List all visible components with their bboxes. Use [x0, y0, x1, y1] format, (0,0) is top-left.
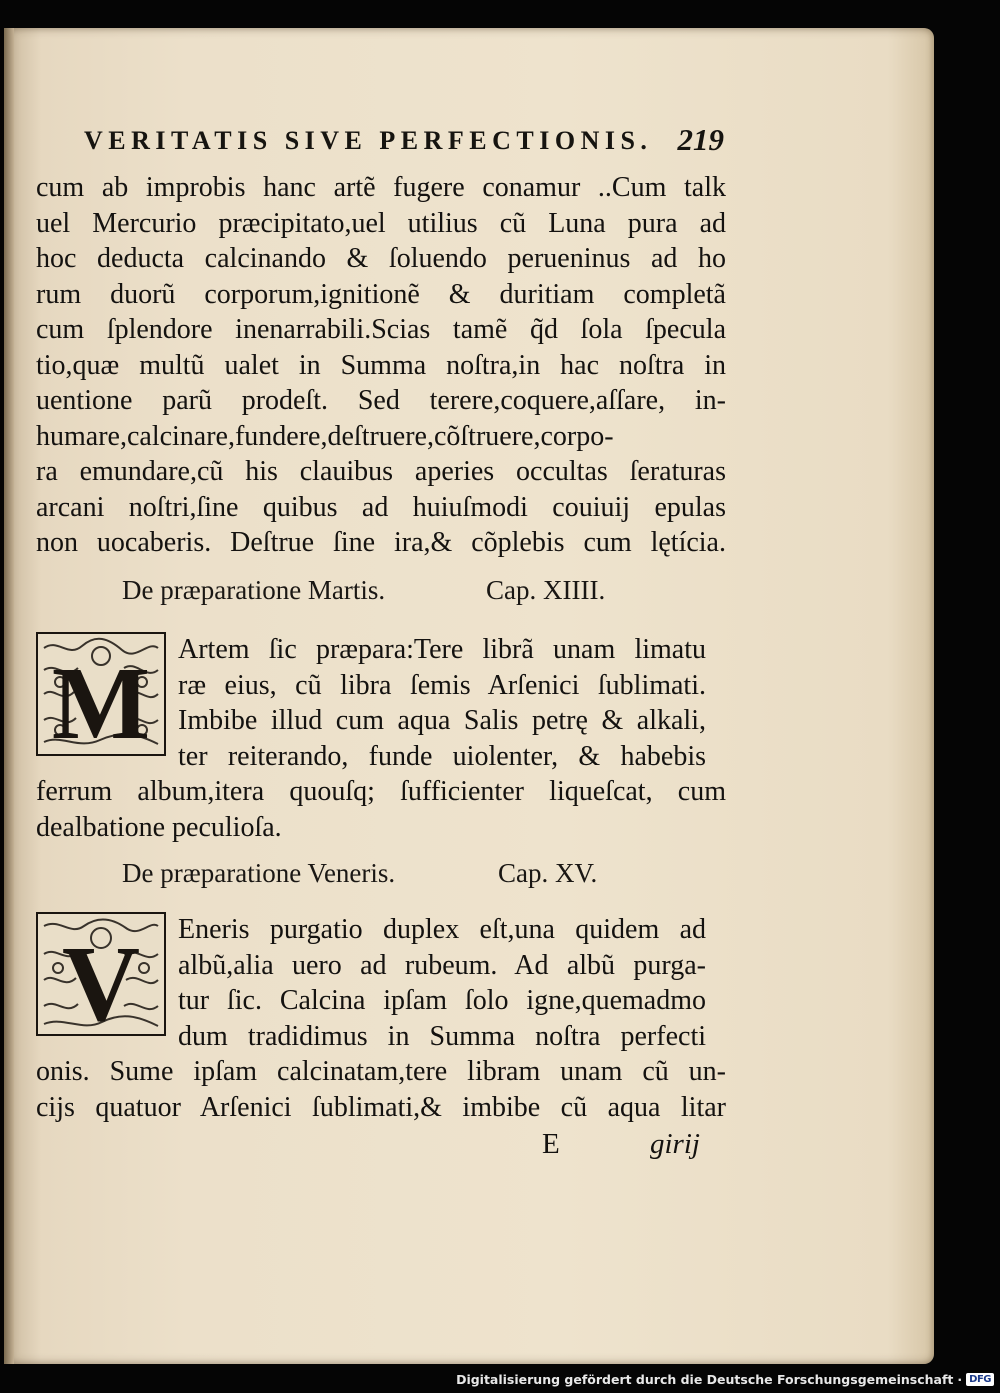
chapter-heading-martis — [122, 575, 682, 611]
text-line: Imbibe illud cum aqua Salis petrę & alkali, — [178, 705, 706, 736]
text-line: ter reiterando, funde uiolenter, & habebis — [178, 740, 706, 772]
text-line: tio,quæ multũ ualet in Summa noſtra,in hac noſtra in — [36, 349, 726, 381]
text-line: albũ,alia uero ad rubeum. Ad albũ purga- — [178, 949, 706, 981]
initial-letter: V — [62, 925, 140, 1034]
digitization-footer — [456, 1368, 994, 1390]
text-line: non uocaberis. Deſtrue ſine ira,& cõplebis cum lętícia. — [36, 527, 726, 558]
text-line: uel Mercurio præcipitato,uel utilius cũ Luna pura ad — [36, 207, 726, 239]
decorated-initial-v — [36, 912, 166, 1036]
footer-text: Digitalisierung gefördert durch die Deutsche Forschungsgemeinschaft — [456, 1371, 954, 1387]
running-title: VERITATIS SIVE PERFECTIONIS. — [84, 126, 653, 155]
text-line: arcani noſtri,ſine quibus ad huiuſmodi couiuij epulas — [36, 491, 726, 523]
chapter-number: Cap. XV. — [498, 858, 598, 888]
chapter-number: Cap. XIIII. — [486, 575, 606, 605]
chapter-veneris-wrapped-text — [178, 912, 706, 1054]
text-line: cum ſplendore inenarrabili.Scias tamẽ q̃d ſola ſpecula — [36, 314, 726, 345]
text-line: hoc deducta calcinando & ſoluendo perueninus ad ho — [36, 243, 726, 274]
text-line: ræ eius, cũ libra ſemis Arſenici ſublimati. — [178, 669, 706, 701]
chapter-martis-wrapped-text — [178, 632, 706, 774]
signature-mark: E — [542, 1128, 560, 1160]
catchword: girij — [650, 1128, 700, 1160]
page-gutter — [4, 28, 14, 1364]
dfg-logo: DFG — [966, 1373, 994, 1386]
page-number: 219 — [677, 122, 724, 157]
footer-separator: · — [957, 1371, 963, 1387]
text-line: ferrum album,itera quouſq; ſufficienter liqueſcat, cum — [36, 776, 726, 807]
chapter-veneris-body — [36, 1054, 726, 1125]
chapter-title: De præparatione Martis. — [122, 575, 386, 605]
text-line: onis. Sume ipſam calcinatam,tere libram unam cũ un- — [36, 1056, 726, 1087]
text-line: humare,calcinare,fundere,deſtruere,cõſtruere,corpo- — [36, 420, 614, 452]
initial-letter: M — [51, 646, 151, 754]
text-line: Artem ſic præpara:Tere librã unam limatu — [178, 634, 706, 665]
text-line: rum duorũ corporum,ignitionẽ & duritiam completã — [36, 278, 726, 310]
text-line: uentione parũ prodeſt. Sed terere,coquere,aſſare, in- — [36, 385, 726, 416]
text-line: ra emundare,cũ his clauibus aperies occultas ſeraturas — [36, 456, 726, 487]
chapter-heading-veneris — [122, 858, 682, 894]
text-line: tur ſic. Calcina ipſam ſolo igne,quemadmo — [178, 985, 706, 1016]
decorated-initial-m — [36, 632, 166, 756]
chapter-martis-body — [36, 774, 726, 845]
text-line: cijs quatuor Arſenici ſublimati,& imbibe cũ aqua litar — [36, 1091, 726, 1123]
chapter-title: De præparatione Veneris. — [122, 858, 396, 888]
text-line: cum ab improbis hanc artẽ fugere conamur ..Cum talk — [36, 172, 726, 203]
text-line: Eneris purgatio duplex eſt,una quidem ad — [178, 914, 706, 945]
text-line: dealbatione peculioſa. — [36, 811, 282, 843]
text-line: dum tradidimus in Summa noſtra perfecti — [178, 1020, 706, 1052]
page-header — [84, 122, 724, 166]
paragraph-opening — [36, 170, 726, 561]
